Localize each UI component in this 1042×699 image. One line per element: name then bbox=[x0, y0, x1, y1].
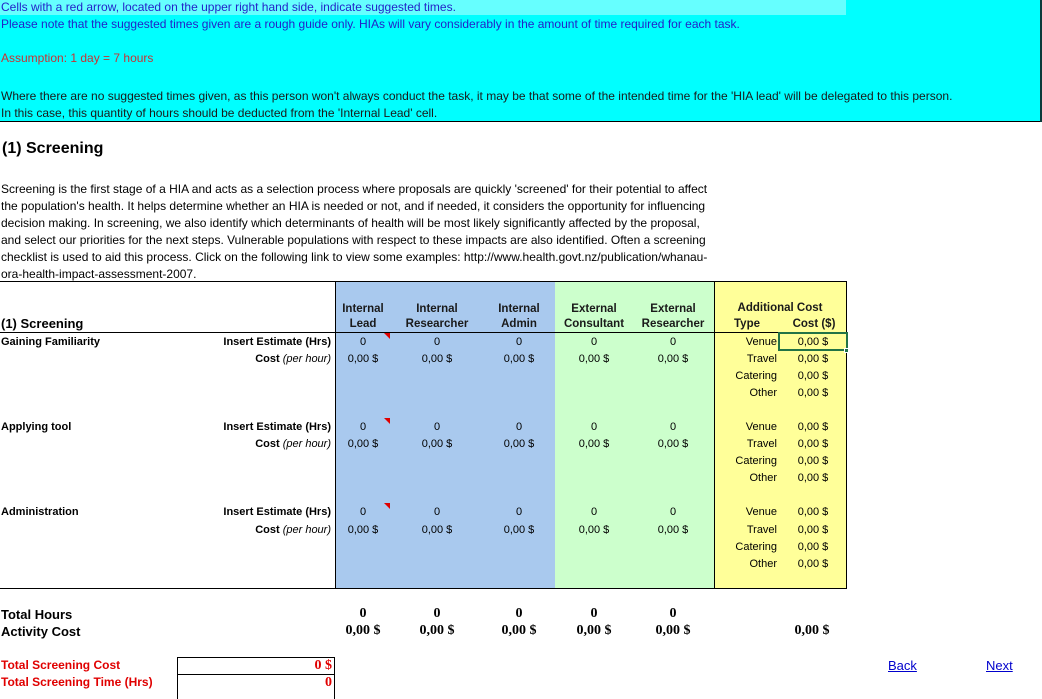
hours-input-external-researcher[interactable]: 0 bbox=[669, 506, 677, 518]
row-label-gaining-familiarity: Gaining Familiarity bbox=[1, 336, 101, 348]
rate-internal-lead[interactable]: 0,00 $ bbox=[347, 353, 379, 365]
next-link[interactable]: Next bbox=[986, 658, 1013, 673]
header-divider bbox=[0, 332, 847, 333]
rate-external-consultant[interactable]: 0,00 $ bbox=[578, 438, 610, 450]
extra-type-other: Other bbox=[749, 387, 777, 399]
table-bottom-border bbox=[0, 588, 847, 589]
extra-cost-catering[interactable]: 0,00 $ bbox=[797, 541, 829, 553]
extra-cost-other[interactable]: 0,00 $ bbox=[797, 558, 829, 570]
activity-cost-internal-lead: 0,00 $ bbox=[345, 623, 381, 638]
extra-type-travel: Travel bbox=[746, 353, 777, 365]
col-header-additional-cost: Additional Cost bbox=[737, 302, 823, 314]
total-screening-time-value: 0 bbox=[177, 674, 335, 699]
hours-input-external-consultant[interactable]: 0 bbox=[590, 336, 598, 348]
rate-internal-admin[interactable]: 0,00 $ bbox=[503, 353, 535, 365]
col-header-cost: Cost ($) bbox=[792, 318, 836, 330]
col-header-internal-researcher: Internal Researcher bbox=[405, 303, 469, 330]
hours-input-internal-admin[interactable]: 0 bbox=[515, 336, 523, 348]
description-line: Screening is the first stage of a HIA and acts as a selection process where proposals are quickly 'screened' for their potential to affect bbox=[1, 182, 708, 196]
cost-per-hour-label: Cost (per hour) bbox=[255, 353, 331, 365]
table-title: (1) Screening bbox=[1, 316, 84, 331]
rate-external-researcher[interactable]: 0,00 $ bbox=[657, 438, 689, 450]
hours-input-external-researcher[interactable]: 0 bbox=[669, 336, 677, 348]
col-header-internal-lead: Internal Lead bbox=[342, 303, 384, 330]
instructions-band bbox=[0, 0, 1042, 122]
description-line: ora-health-impact-assessment-2007. bbox=[1, 267, 197, 281]
total-hours-internal-researcher: 0 bbox=[433, 606, 441, 621]
total-hours-label: Total Hours bbox=[1, 607, 73, 622]
hours-input-external-researcher[interactable]: 0 bbox=[669, 421, 677, 433]
estimate-label: Insert Estimate (Hrs) bbox=[223, 506, 331, 518]
section-description bbox=[1, 181, 791, 283]
estimate-label: Insert Estimate (Hrs) bbox=[223, 421, 331, 433]
description-line: checklist is used to aid this process. Click on the following link to view some examples: http://www.health.govt.nz/publication/whanau- bbox=[1, 250, 708, 264]
hours-input-internal-researcher[interactable]: 0 bbox=[433, 421, 441, 433]
extra-type-venue: Venue bbox=[745, 336, 777, 348]
extra-type-travel: Travel bbox=[746, 438, 777, 450]
extra-type-catering: Catering bbox=[735, 541, 777, 553]
rate-internal-lead[interactable]: 0,00 $ bbox=[347, 524, 379, 536]
extra-cost-travel[interactable]: 0,00 $ bbox=[797, 524, 829, 536]
rate-internal-admin[interactable]: 0,00 $ bbox=[503, 438, 535, 450]
total-screening-cost-value: 0 $ bbox=[177, 657, 335, 675]
rate-external-consultant[interactable]: 0,00 $ bbox=[578, 353, 610, 365]
section-title: (1) Screening bbox=[2, 140, 104, 157]
description-line: decision making. In screening, we also identify which determinants of health will be most likely significantly affected by the proposal, bbox=[1, 216, 700, 230]
info-assumption: Assumption: 1 day = 7 hours bbox=[1, 51, 154, 65]
extra-type-travel: Travel bbox=[746, 524, 777, 536]
estimate-label: Insert Estimate (Hrs) bbox=[223, 336, 331, 348]
hours-input-internal-lead[interactable]: 0 bbox=[359, 506, 367, 518]
activity-cost-external-consultant: 0,00 $ bbox=[576, 623, 612, 638]
extra-cost-other[interactable]: 0,00 $ bbox=[797, 387, 829, 399]
extra-type-venue: Venue bbox=[745, 421, 777, 433]
cost-per-hour-label: Cost (per hour) bbox=[255, 524, 331, 536]
info-delegation-note: Where there are no suggested times given, as this person won't always conduct the task, it may be that some of the intended time for the 'HIA lead' will be delegated to this person. bbox=[1, 89, 953, 103]
activity-cost-external-researcher: 0,00 $ bbox=[655, 623, 691, 638]
back-link[interactable]: Back bbox=[888, 658, 917, 673]
activity-cost-label: Activity Cost bbox=[1, 624, 81, 639]
rate-internal-researcher[interactable]: 0,00 $ bbox=[421, 524, 453, 536]
cost-per-hour-label: Cost (per hour) bbox=[255, 438, 331, 450]
extra-cost-catering[interactable]: 0,00 $ bbox=[797, 455, 829, 467]
rate-internal-researcher[interactable]: 0,00 $ bbox=[421, 438, 453, 450]
rate-internal-researcher[interactable]: 0,00 $ bbox=[421, 353, 453, 365]
hours-input-internal-researcher[interactable]: 0 bbox=[433, 336, 441, 348]
hours-input-internal-researcher[interactable]: 0 bbox=[433, 506, 441, 518]
col-header-type: Type bbox=[734, 318, 760, 330]
info-red-arrow-note: Cells with a red arrow, located on the upper right hand side, indicate suggested times. bbox=[1, 0, 456, 14]
extra-cost-travel[interactable]: 0,00 $ bbox=[797, 438, 829, 450]
hours-input-external-consultant[interactable]: 0 bbox=[590, 421, 598, 433]
activity-cost-additional: 0,00 $ bbox=[794, 623, 830, 638]
info-deduction-note: In this case, this quantity of hours should be deducted from the 'Internal Lead' cell. bbox=[1, 106, 438, 120]
rate-internal-lead[interactable]: 0,00 $ bbox=[347, 438, 379, 450]
suggested-time-flag-icon bbox=[384, 418, 390, 424]
suggested-time-flag-icon bbox=[384, 503, 390, 509]
row-label-administration: Administration bbox=[1, 506, 79, 518]
info-rough-guide-note: Please note that the suggested times given are a rough guide only. HIAs will vary considerably in the amount of time required for each task. bbox=[1, 17, 740, 31]
hours-input-internal-lead[interactable]: 0 bbox=[359, 421, 367, 433]
extra-cost-venue[interactable]: 0,00 $ bbox=[797, 506, 829, 518]
fill-handle[interactable] bbox=[844, 348, 849, 353]
extra-cost-catering[interactable]: 0,00 $ bbox=[797, 370, 829, 382]
total-hours-internal-admin: 0 bbox=[515, 606, 523, 621]
activity-cost-internal-admin: 0,00 $ bbox=[501, 623, 537, 638]
total-hours-internal-lead: 0 bbox=[359, 606, 367, 621]
col-header-internal-admin: Internal Admin bbox=[498, 303, 540, 330]
extra-type-other: Other bbox=[749, 472, 777, 484]
hours-input-internal-admin[interactable]: 0 bbox=[515, 421, 523, 433]
rate-external-consultant[interactable]: 0,00 $ bbox=[578, 524, 610, 536]
total-screening-cost-label: Total Screening Cost bbox=[1, 658, 121, 672]
extra-cost-other[interactable]: 0,00 $ bbox=[797, 472, 829, 484]
hours-input-external-consultant[interactable]: 0 bbox=[590, 506, 598, 518]
extra-type-catering: Catering bbox=[735, 455, 777, 467]
rate-internal-admin[interactable]: 0,00 $ bbox=[503, 524, 535, 536]
rate-external-researcher[interactable]: 0,00 $ bbox=[657, 353, 689, 365]
extra-type-other: Other bbox=[749, 558, 777, 570]
col-header-external-researcher: External Researcher bbox=[641, 303, 705, 330]
activity-cost-internal-researcher: 0,00 $ bbox=[419, 623, 455, 638]
extra-cost-travel[interactable]: 0,00 $ bbox=[797, 353, 829, 365]
total-screening-time-label: Total Screening Time (Hrs) bbox=[1, 675, 153, 689]
suggested-time-flag-icon bbox=[384, 333, 390, 339]
rate-external-researcher[interactable]: 0,00 $ bbox=[657, 524, 689, 536]
row-label-applying-tool: Applying tool bbox=[1, 421, 72, 433]
total-hours-external-researcher: 0 bbox=[669, 606, 677, 621]
hours-input-internal-admin[interactable]: 0 bbox=[515, 506, 523, 518]
extra-type-venue: Venue bbox=[745, 506, 777, 518]
extra-type-catering: Catering bbox=[735, 370, 777, 382]
description-line: the population's health. It helps determine whether an HIA is needed or not, and if needed, it considers the opportunity for influencing bbox=[1, 199, 706, 213]
extra-cost-venue[interactable]: 0,00 $ bbox=[797, 421, 829, 433]
hours-input-internal-lead[interactable]: 0 bbox=[359, 336, 367, 348]
extra-cost-venue[interactable]: 0,00 $ bbox=[797, 336, 829, 348]
total-hours-external-consultant: 0 bbox=[590, 606, 598, 621]
active-cell-selection[interactable] bbox=[778, 332, 848, 351]
col-header-external-consultant: External Consultant bbox=[563, 303, 625, 330]
description-line: and select our priorities for the next steps. Vulnerable populations with respect to these impacts are also identified. Often a screening bbox=[1, 233, 706, 247]
